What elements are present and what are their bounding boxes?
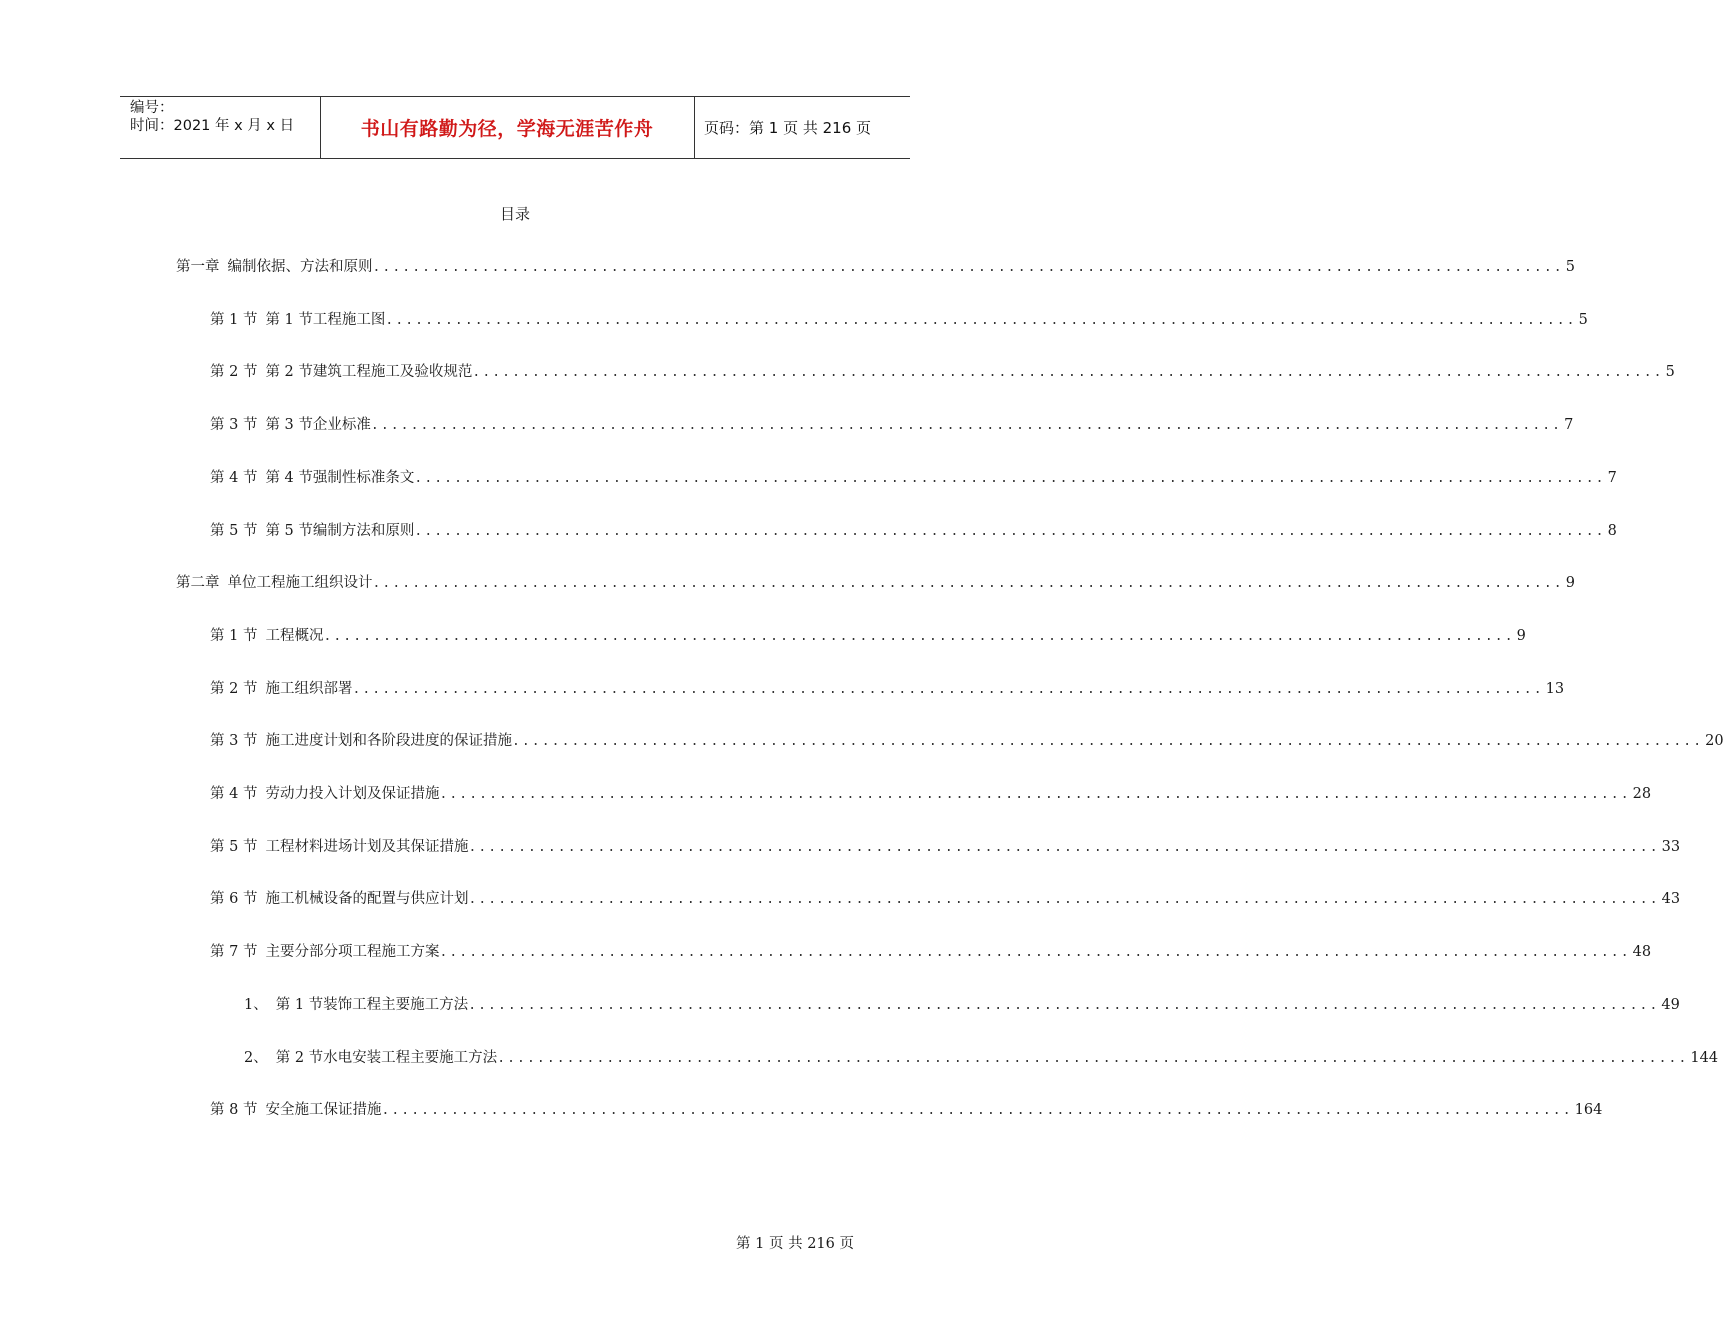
- toc-entry-label: 第 8 节: [210, 1102, 258, 1119]
- toc-entry[interactable]: [210, 360, 1675, 384]
- header-page-info: 页码：第 1 页 共 216 页: [704, 119, 872, 137]
- toc-entry-label: 第 3 节: [210, 733, 258, 750]
- toc-entry-text: 劳动力投入计划及保证措施: [265, 786, 440, 802]
- toc-entry-label: 第 7 节: [210, 944, 258, 961]
- toc-dot-leader: ........................................................................................................................: [468, 892, 1660, 908]
- toc-dot-leader: ........................................................................................................................: [511, 734, 1704, 750]
- toc-entry[interactable]: [244, 1046, 1719, 1070]
- toc-entry-text: 第 5 节编制方法和原则: [265, 522, 415, 539]
- toc-entry-label: 第 4 节: [210, 786, 258, 802]
- toc-entry[interactable]: [210, 835, 1681, 859]
- toc-dot-leader: ........................................................................................................................: [414, 523, 1606, 539]
- toc-dot-leader: ........................................................................................................................: [385, 312, 1577, 328]
- toc-entry[interactable]: [210, 729, 1724, 753]
- toc-dot-leader: ........................................................................................................................: [468, 839, 1660, 855]
- toc-entry[interactable]: [210, 308, 1588, 332]
- toc-entry-label: 第 5 节: [210, 838, 258, 855]
- toc-dot-leader: ........................................................................................................................: [381, 1103, 1573, 1119]
- toc-entry[interactable]: [244, 993, 1680, 1017]
- toc-entry[interactable]: [176, 571, 1575, 595]
- toc-entry[interactable]: [210, 519, 1617, 543]
- header-number-label: 编号：: [130, 100, 174, 116]
- toc-entry-label: 第 1 节: [210, 627, 258, 644]
- toc-dot-leader: ........................................................................................................................: [468, 997, 1660, 1013]
- toc-entry-page: 13: [1545, 680, 1565, 697]
- toc-entry-page: 5: [1665, 364, 1675, 381]
- toc-dot-leader: ........................................................................................................................: [439, 945, 1631, 961]
- toc-entry-page: 7: [1607, 469, 1617, 486]
- toc-entry-page: 43: [1661, 891, 1681, 908]
- toc-dot-leader: ........................................................................................................................: [370, 418, 1563, 434]
- toc-entry-page: 144: [1690, 1049, 1719, 1066]
- toc-entry-page: 48: [1632, 944, 1652, 961]
- toc-entry-page: 5: [1565, 259, 1575, 275]
- toc-entry-label: 第二章: [176, 575, 220, 592]
- toc-entry-text: 工程概况: [265, 627, 324, 644]
- toc-entry[interactable]: [210, 887, 1681, 911]
- toc-dot-leader: ........................................................................................................................: [372, 576, 1564, 592]
- toc-entry[interactable]: [210, 677, 1565, 701]
- toc-entry-text: 第 4 节强制性标准条文: [265, 469, 415, 486]
- toc-entry-page: 28: [1632, 786, 1652, 802]
- toc-entry-label: 1、: [244, 996, 268, 1013]
- toc-dot-leader: ........................................................................................................................: [323, 628, 1515, 644]
- toc-dot-leader: ........................................................................................................................: [439, 787, 1631, 802]
- toc-entry-text: 第 1 节装饰工程主要施工方法: [275, 996, 469, 1013]
- toc-entry-text: 施工组织部署: [265, 680, 353, 697]
- toc-entry-text: 第 1 节工程施工图: [265, 311, 386, 328]
- toc-entry[interactable]: [210, 940, 1652, 964]
- toc-dot-leader: ........................................................................................................................: [497, 1050, 1689, 1066]
- toc-entry-page: 9: [1516, 627, 1526, 644]
- toc-dot-leader: ........................................................................................................................: [472, 365, 1664, 381]
- toc-entry[interactable]: [210, 782, 1652, 806]
- toc-title: 目录: [499, 205, 530, 223]
- toc-dot-leader: ........................................................................................................................: [414, 470, 1606, 486]
- toc-entry[interactable]: [210, 624, 1526, 648]
- toc-entry-text: 工程材料进场计划及其保证措施: [265, 838, 469, 855]
- toc-entry-text: 安全施工保证措施: [265, 1102, 382, 1119]
- header-divider: [694, 97, 695, 158]
- header-motto: 书山有路勤为径，学海无涯苦作舟: [360, 118, 654, 140]
- toc-entry-text: 单位工程施工组织设计: [227, 575, 373, 592]
- toc-entry-label: 2、: [244, 1049, 268, 1066]
- toc-entry-page: 164: [1574, 1102, 1603, 1119]
- toc-entry-text: 第 2 节建筑工程施工及验收规范: [265, 364, 473, 381]
- toc-entry-page: 8: [1607, 522, 1617, 539]
- toc-entry[interactable]: [210, 1098, 1603, 1122]
- toc-entry-text: 施工进度计划和各阶段进度的保证措施: [265, 733, 512, 750]
- toc-entry-label: 第 2 节: [210, 680, 258, 697]
- toc-entry[interactable]: [176, 255, 1575, 279]
- toc-entry-page: 33: [1661, 838, 1681, 855]
- toc-dot-leader: ........................................................................................................................: [372, 260, 1564, 275]
- toc-entry-label: 第 1 节: [210, 311, 258, 328]
- toc-entry-page: 9: [1565, 575, 1575, 592]
- toc-entry-text: 编制依据、方法和原则: [227, 259, 373, 275]
- toc-entry-label: 第一章: [176, 259, 220, 275]
- document-header: [120, 96, 910, 159]
- toc-entry[interactable]: [210, 466, 1617, 490]
- toc-entry-text: 第 3 节企业标准: [265, 417, 371, 434]
- header-time-label: 时间：2021 年 x 月 x 日: [130, 118, 295, 134]
- toc-entry-label: 第 2 节: [210, 364, 258, 381]
- toc-entry-label: 第 3 节: [210, 417, 258, 434]
- toc-dot-leader: ........................................................................................................................: [352, 681, 1544, 697]
- toc-entry-page: 5: [1578, 311, 1588, 328]
- toc-entry-label: 第 5 节: [210, 522, 258, 539]
- page-footer: 第 1 页 共 216 页: [736, 1236, 854, 1252]
- toc-entry-page: 49: [1661, 996, 1680, 1013]
- header-meta: [130, 99, 294, 135]
- toc-entry-text: 施工机械设备的配置与供应计划: [265, 891, 469, 908]
- toc-entry-text: 第 2 节水电安装工程主要施工方法: [275, 1049, 498, 1066]
- toc-entry-page: 7: [1564, 417, 1574, 434]
- toc-entry-label: 第 4 节: [210, 469, 258, 486]
- toc-entry[interactable]: [210, 413, 1574, 437]
- toc-entry-label: 第 6 节: [210, 891, 258, 908]
- toc-entry-page: 20: [1705, 733, 1724, 750]
- toc-entry-text: 主要分部分项工程施工方案: [265, 944, 440, 961]
